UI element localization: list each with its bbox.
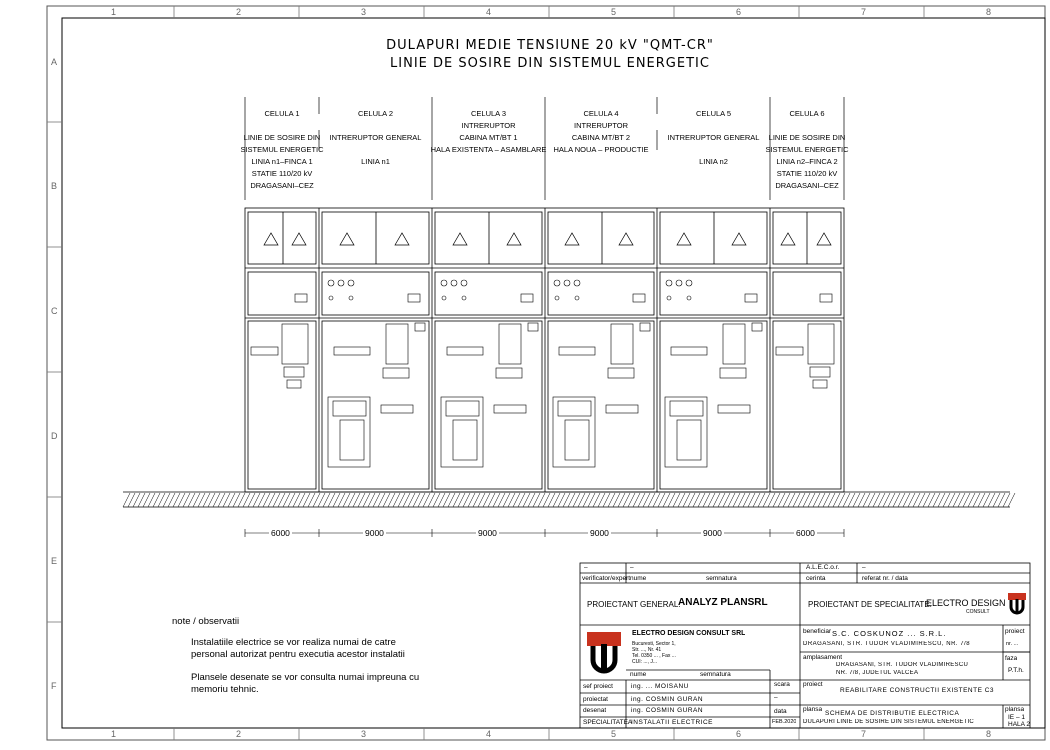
grid-col-4-bottom: 4 <box>486 729 492 739</box>
cell-4-line: HALA NOUA – PRODUCTIE <box>553 145 649 154</box>
grid-row-f: F <box>51 681 57 691</box>
grid-col-3-bottom: 3 <box>361 729 367 739</box>
tb-company-addr: Tel. 0350 ... , Fax ... <box>632 653 676 659</box>
tb-specialitatea: INSTALATII ELECTRICE <box>631 719 713 726</box>
tb-company-addr: CUI: ..., J... <box>632 659 658 665</box>
tb-plansa-label: plansa <box>803 706 823 713</box>
note-line: Plansele desenate se vor consulta numai impreuna cu <box>191 672 420 683</box>
tb-dash: – <box>862 564 866 571</box>
switchgear-assembly <box>245 208 844 492</box>
grid-col-1: 1 <box>111 7 117 17</box>
grid-row-a: A <box>51 57 58 67</box>
cell-1-line <box>238 120 326 132</box>
tb-dash: – <box>630 564 634 571</box>
cell-3-line: HALA EXISTENTA – ASAMBLARE <box>430 145 547 154</box>
grid-row-d: D <box>51 431 58 441</box>
tb-desenat-label: desenat <box>583 707 607 714</box>
tb-company-addr: Bucuresti, Sector 1, <box>632 641 676 647</box>
grid-col-8: 8 <box>986 7 992 17</box>
tb-beneficiar-label: beneficiar <box>803 628 832 635</box>
cell-6-line: STATIE 110/20 kV <box>776 169 838 178</box>
grid-col-6-bottom: 6 <box>736 729 742 739</box>
grid-col-8-bottom: 8 <box>986 729 992 739</box>
tb-specialitatea-label: SPECIALITATEA <box>583 719 633 726</box>
cell-4-name: CELULA 4 <box>583 109 619 118</box>
cell-1-name: CELULA 1 <box>264 109 300 118</box>
grid-col-5-bottom: 5 <box>611 729 617 739</box>
note-line: personal autorizat pentru executia acestor instalatii <box>191 649 405 660</box>
tb-desenat: ing. COSMIN GURAN <box>631 707 704 714</box>
tb-proiect-label: proiect <box>803 681 823 688</box>
grid-col-2: 2 <box>236 7 242 17</box>
grid-col-3: 3 <box>361 7 367 17</box>
tb-data: FEB.2020 <box>772 719 797 725</box>
grid-col-7: 7 <box>861 7 867 17</box>
cell-6-line: DRAGASANI–CEZ <box>775 181 839 190</box>
tb-company: ELECTRO DESIGN CONSULT SRL <box>632 630 746 637</box>
tb-proiectant-general: ANALYZ PLANSRL <box>678 597 768 608</box>
cell-6-line: SISTEMUL ENERGETIC <box>765 145 849 154</box>
tb-proiectant-specialitate-label: PROIECTANT DE SPECIALITATE: <box>808 600 932 609</box>
tb-nume-label: nume <box>630 671 647 678</box>
grid-col-4: 4 <box>486 7 492 17</box>
cell-5-line: INTRERUPTOR GENERAL <box>667 133 760 142</box>
notes-heading: note / observatii <box>172 616 240 627</box>
tb-semnatura-label: semnatura <box>706 575 737 582</box>
grid-col-7-bottom: 7 <box>861 729 867 739</box>
tb-dash: – <box>584 564 588 571</box>
cell-4-line: CABINA MT/BT 2 <box>571 133 631 142</box>
tb-plansa-nr2: HALA 2 <box>1008 721 1031 728</box>
dimension-label: 6000 <box>796 528 815 538</box>
tb-proiectant-general-label: PROIECTANT GENERAL: <box>587 600 681 609</box>
cell-2-line: LINIA n1 <box>361 157 390 166</box>
tb-semnatura-label: semnatura <box>700 671 731 678</box>
cell-4-header <box>538 108 664 156</box>
grid-col-5: 5 <box>611 7 617 17</box>
tb-cerinta-label: cerinta <box>806 575 826 582</box>
cell-4-line: INTRERUPTOR <box>573 121 629 130</box>
tb-proiect-label: proiect <box>1005 628 1025 635</box>
company-logo <box>587 632 621 671</box>
dimension-label: 9000 <box>478 528 497 538</box>
tb-amplasament: DRAGASANI, STR. TUDOR VLADIMIRESCU <box>836 662 969 668</box>
tb-plansa-title: SCHEMA DE DISTRIBUTIE ELECTRICA <box>825 710 960 717</box>
cell-1-line: DRAGASANI–CEZ <box>250 181 314 190</box>
cell-6-name: CELULA 6 <box>789 109 825 118</box>
cell-5-name: CELULA 5 <box>695 109 732 118</box>
tb-referat-label: referat nr. / data <box>862 575 908 582</box>
cell-2-line: INTRERUPTOR GENERAL <box>329 133 422 142</box>
cell-1-line: SISTEMUL ENERGETIC <box>240 145 324 154</box>
grid-row-b: B <box>51 181 58 191</box>
tb-proiect-nr: nr. ... <box>1006 641 1019 647</box>
tb-scara-value: – <box>774 694 778 701</box>
tb-faza: P.T.h. <box>1008 667 1024 674</box>
tb-plansa-nr-label: plansa <box>1005 706 1025 713</box>
cell-6-line: LINIE DE SOSIRE DIN <box>768 133 846 142</box>
tb-plansa-nr: IE – 1 <box>1008 714 1025 721</box>
tb-company-addr: Str. ..., Nr. 41 <box>632 647 662 653</box>
cell-6-line: LINIA n2–FINCA 2 <box>776 157 838 166</box>
cell-2-name: CELULA 2 <box>357 109 394 118</box>
tb-logo-sub: CONSULT <box>966 609 990 615</box>
tb-proiect-title: REABILITARE CONSTRUCTII EXISTENTE C3 <box>840 687 995 694</box>
grid-row-e: E <box>51 556 58 566</box>
dimension-label: 6000 <box>271 528 290 538</box>
cell-5-header <box>660 108 767 168</box>
cell-1-line: LINIE DE SOSIRE DIN <box>243 133 321 142</box>
dimension-line <box>245 529 844 537</box>
tb-plansa-title: DULAPURI LINIE DE SOSIRE DIN SISTEMUL ENERGETIC <box>803 719 974 725</box>
grid-col-1-bottom: 1 <box>111 729 117 739</box>
cell-2-header <box>322 108 429 168</box>
tb-beneficiar-addr: DRAGASANI, STR. TUDOR VLADIMIRESCU, NR. 7/8 <box>803 641 971 647</box>
tb-sef-proiect-label: sef proiect <box>583 683 613 690</box>
drawing-subtitle: LINIE DE SOSIRE DIN SISTEMUL ENERGETIC <box>390 56 710 71</box>
cell-3-line: CABINA MT/BT 1 <box>459 133 518 142</box>
tb-logo-text: ELECTRO DESIGN <box>926 598 1006 608</box>
cell-1-line: STATIE 110/20 kV <box>251 169 313 178</box>
tb-code: A.L.E.C.o.r. <box>806 564 840 571</box>
tb-proiectat: ing. COSMIN GURAN <box>631 696 704 703</box>
drawing-title: DULAPURI MEDIE TENSIUNE 20 kV "QMT-CR" <box>386 38 714 53</box>
cell-3-header <box>425 108 552 156</box>
tb-nume-label: nume <box>630 575 647 582</box>
tb-beneficiar: S.C. COSKUNOZ ... S.R.L. <box>832 629 947 638</box>
tb-scara-label: scara <box>774 681 790 688</box>
tb-proiectat-label: proiectat <box>583 696 608 703</box>
cell-6-header <box>763 108 851 192</box>
grid-col-6: 6 <box>736 7 742 17</box>
cell-5-line: LINIA n2 <box>699 157 728 166</box>
tb-sef-proiect: ing. ... MOISANU <box>631 683 689 690</box>
note-line: Instalatiile electrice se vor realiza numai de catre <box>191 637 396 648</box>
cell-3-name: CELULA 3 <box>470 109 507 118</box>
tb-data-label: data <box>774 708 787 715</box>
dimension-label: 9000 <box>703 528 722 538</box>
dimension-label: 9000 <box>365 528 384 538</box>
grid-row-c: C <box>51 306 58 316</box>
tb-amplasament: NR. 7/8, JUDETUL VALCEA <box>836 670 919 676</box>
grid-col-2-bottom: 2 <box>236 729 242 739</box>
cell-1-header <box>238 108 326 192</box>
tb-faza-label: faza <box>1005 655 1018 662</box>
logo-mark-icon <box>1008 593 1026 613</box>
dimension-label: 9000 <box>590 528 609 538</box>
note-line: memoriu tehnic. <box>191 684 259 695</box>
tb-verificator-label: verificator/expert <box>582 575 631 582</box>
cell-3-line: INTRERUPTOR <box>461 121 516 130</box>
cell-1-line: LINIA n1–FINCA 1 <box>251 157 313 166</box>
tb-amplasament-label: amplasament <box>803 654 843 661</box>
